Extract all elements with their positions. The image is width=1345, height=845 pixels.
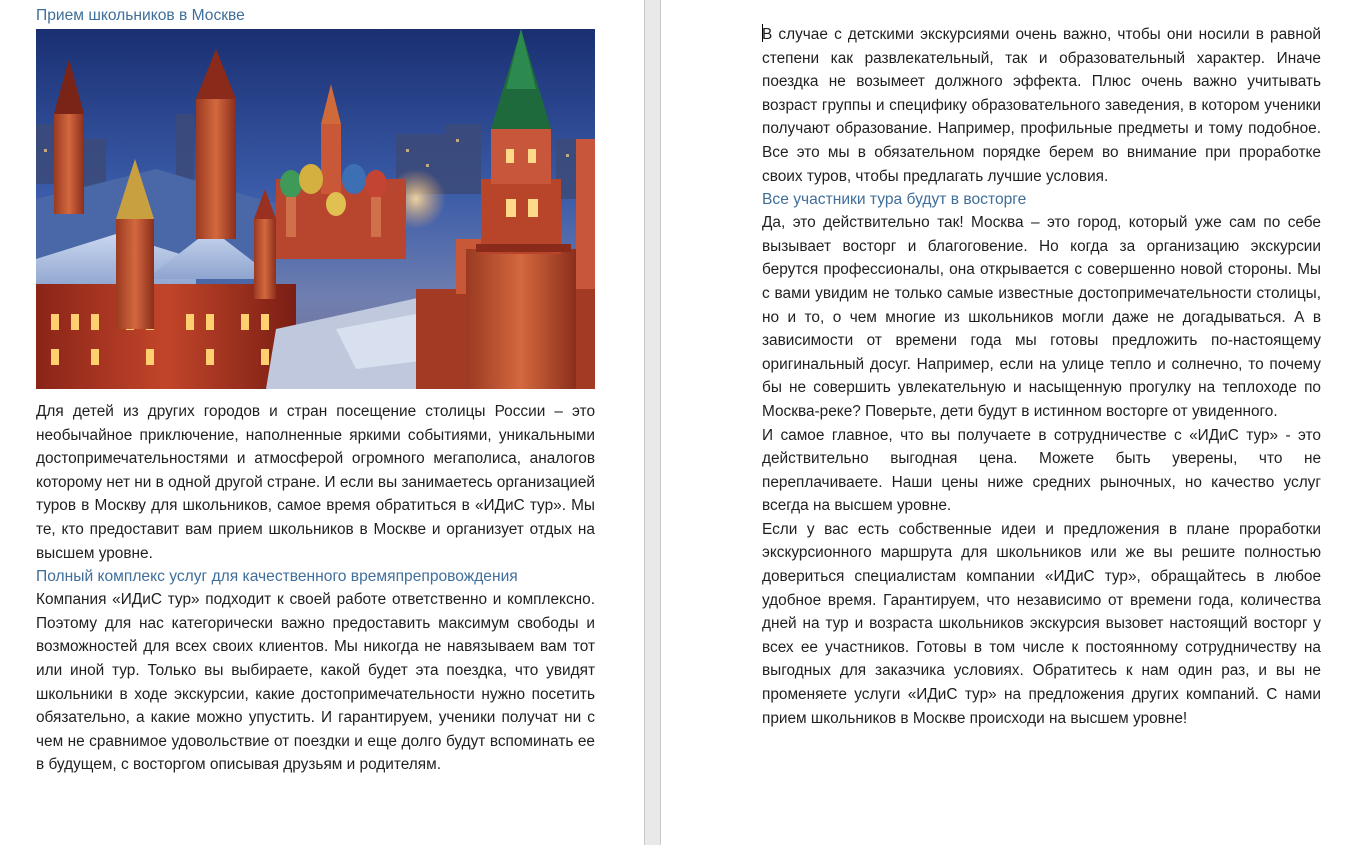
- paragraph-intro: Для детей из других городов и стран посещение столицы России – это необычайное приключение, наполненные яркими событиями, уникальными достопримечательностями и атмосферой огромного мегаполиса, аналогов которому нет ни в одной другой стране. И если вы занимаетесь организацией туров в Москву для школьников, самое время обратиться в «ИДиС тур». Мы те, кто предоставит вам прием школьников в Москве и организует отдых на высшем уровне.: [36, 403, 596, 562]
- paragraph-educational: [762, 23, 1321, 188]
- kremlin-photo[interactable]: [36, 29, 595, 389]
- page-content-right: [762, 23, 1321, 730]
- heading-participants-delight: Все участники тура будут в восторге: [762, 191, 1027, 209]
- paragraph-educational-text: В случае с детскими экскурсиями очень важно, чтобы они носили в равной степени как развлекательный, так и образовательный характер. Иначе поездка не возымеет должного эффекта. Плюс очень важно учитывать возраст группы и специфику образовательного заведения, в котором ученики получают образование. Например, профильные предметы и тому подобное. Все это мы в обязательном порядке берем во внимание при проработке своих туров, чтобы предлагать лучшие условия.: [762, 26, 1321, 185]
- paragraph-price: И самое главное, что вы получаете в сотрудничестве с «ИДиС тур» - это действительно выгодная цена. Можете быть уверены, что не переплачиваете. Наши цены ниже средних рыночных, но качество услуг всегда на высшем уровне.: [762, 426, 1321, 515]
- heading-full-services: Полный комплекс услуг для качественного времяпрепровождения: [36, 568, 518, 586]
- page-content-left: [36, 4, 595, 777]
- heading-school-reception: Прием школьников в Москве: [36, 7, 245, 24]
- document-page-right[interactable]: [661, 0, 1345, 845]
- page-gutter: [644, 0, 661, 845]
- paragraph-contact: Если у вас есть собственные идеи и предложения в плане проработки экскурсионного маршрута для школьников или же вы решите полностью довериться специалистам компании «ИДиС тур», обращайтесь в любое удобное время. Гарантируем, что независимо от времени года, количества дней на тур и возраста школьников экскурсия вызовет настоящий восторг у всех ее участников. Готовы в том числе к постоянному сотрудничеству на выгодных для заказчика условиях. Обратитесь к нам один раз, и вы не променяете услуги «ИДиС тур» на предложения других компаний. С нами прием школьников в Москве происходи на высшем уровне!: [762, 520, 1321, 727]
- document-page-left[interactable]: [0, 0, 644, 845]
- paragraph-company-approach: Компания «ИДиС тур» подходит к своей работе ответственно и комплексно. Поэтому для нас категорически важно предоставить максимум свободы и возможностей для всех своих клиентов. Мы никогда не навязываем вам тот или иной тур. Только вы выбираете, какой будет эта поездка, что увидят школьники в ходе экскурсии, какие достопримечательности нужно посетить обязательно, а какие можно упустить. И гарантируем, ученики получат ни с чем не сравнимое удовольствие от поездки и еще долго будут вспоминать ее в будущем, с восторгом описывая друзьям и родителям.: [36, 591, 595, 774]
- paragraph-moscow-delight: Да, это действительно так! Москва – это город, который уже сам по себе вызывает восторг и благоговение. Но когда за организацию экскурсии берутся профессионалы, она открывается с совершенно новой стороны. Мы с вами увидим не только самые известные достопримечательности столицы, но и то, о чем многие из школьников могли даже не догадываться. А в зависимости от времени года мы готовы предложить по-настоящему оригинальный досуг. Например, если на улице тепло и солнечно, то почему бы не совершить увлекательную и насыщенную прогулку на теплоходе по Москва-реке? Поверьте, дети будут в истинном восторге от увиденного.: [762, 214, 1321, 420]
